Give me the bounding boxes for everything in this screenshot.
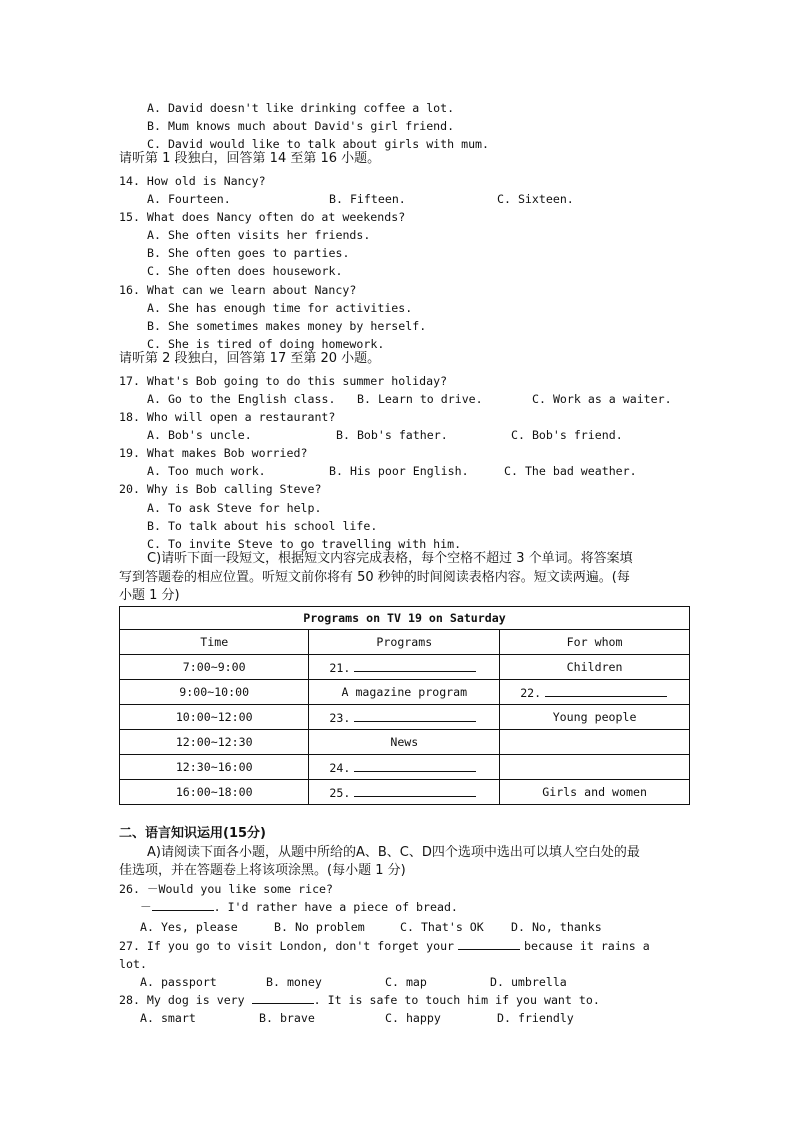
option-a: A. smart: [140, 1011, 196, 1025]
table-row: [120, 730, 690, 755]
option-c: C. Bob's friend.: [511, 428, 623, 442]
option-c: C. Work as a waiter.: [532, 392, 672, 406]
option-a: A. Yes, please: [140, 920, 238, 934]
section-heading: 二、语言知识运用(15分): [119, 826, 266, 841]
table-header: Programs: [309, 630, 500, 655]
option-a: A. Go to the English class.: [147, 392, 336, 406]
option-a: A. To ask Steve for help.: [147, 501, 322, 515]
whom-cell: [500, 730, 690, 755]
option-b: B. No problem: [274, 920, 365, 934]
time-cell: 12:00~12:30: [120, 730, 309, 755]
table-row: [120, 755, 690, 780]
option-b: B. Learn to drive.: [357, 392, 483, 406]
option-a: A. Bob's uncle.: [147, 428, 252, 442]
table-title: Programs on TV 19 on Saturday: [120, 607, 690, 630]
answer-blank[interactable]: [354, 710, 476, 722]
table-row: [120, 780, 690, 805]
option-b: B. brave: [259, 1011, 315, 1025]
answer-blank[interactable]: [458, 938, 520, 950]
option-c: C. The bad weather.: [504, 464, 637, 478]
time-cell: 12:30~16:00: [120, 755, 309, 780]
option-c: C. map: [385, 975, 427, 989]
option-b: B. money: [266, 975, 322, 989]
whom-cell: Children: [500, 655, 690, 680]
section-instruction: 请听第 2 段独白，回答第 17 至第 20 小题。: [119, 351, 381, 366]
question-stem: 15. What does Nancy often do at weekends?: [119, 210, 406, 224]
answer-blank[interactable]: [354, 660, 476, 672]
option-d: D. No, thanks: [511, 920, 602, 934]
option-c: C. She often does housework.: [147, 264, 343, 278]
option-c: C. She is tired of doing homework.: [147, 337, 385, 351]
whom-cell[interactable]: 22.: [500, 680, 690, 705]
question-stem: 27. If you go to visit London, don't forget your because it rains a: [119, 939, 650, 953]
option-a: A. She has enough time for activities.: [147, 301, 413, 315]
option-b: B. His poor English.: [329, 464, 469, 478]
question-stem: 18. Who will open a restaurant?: [119, 410, 336, 424]
question-reply: － . I'd rather have a piece of bread.: [140, 900, 458, 914]
option-a: A. passport: [140, 975, 217, 989]
program-cell[interactable]: 21.: [309, 655, 500, 680]
whom-cell: [500, 755, 690, 780]
program-cell[interactable]: 25.: [309, 780, 500, 805]
table-header: Time: [120, 630, 309, 655]
table-row: [120, 705, 690, 730]
option-b: B. Bob's father.: [336, 428, 448, 442]
whom-cell: Girls and women: [500, 780, 690, 805]
option-c: C. Sixteen.: [497, 192, 574, 206]
section-instruction: 请听第 1 段独白，回答第 14 至第 16 小题。: [119, 151, 381, 166]
part-2-instruction: A)请阅读下面各小题，从题中所给的A、B、C、D四个选项中选出可以填人空白处的最: [147, 845, 640, 860]
option-b: B. She often goes to parties.: [147, 246, 350, 260]
question-stem: 17. What's Bob going to do this summer holiday?: [119, 374, 448, 388]
time-cell: 10:00~12:00: [120, 705, 309, 730]
program-cell[interactable]: 23.: [309, 705, 500, 730]
time-cell: 9:00~10:00: [120, 680, 309, 705]
option-b: B. To talk about his school life.: [147, 519, 378, 533]
answer-blank[interactable]: [152, 899, 214, 911]
option-a: A. She often visits her friends.: [147, 228, 371, 242]
part-c-instruction: 小题 1 分): [119, 588, 180, 603]
answer-blank[interactable]: [354, 785, 476, 797]
answer-blank[interactable]: [252, 992, 314, 1004]
option-a: A. Too much work.: [147, 464, 266, 478]
option-d: D. umbrella: [490, 975, 567, 989]
option-b: B. She sometimes makes money by herself.: [147, 319, 427, 333]
option-c: C. To invite Steve to go travelling with him.: [147, 537, 462, 551]
table-row: [120, 655, 690, 680]
table-header: For whom: [500, 630, 690, 655]
option-c: C. happy: [385, 1011, 441, 1025]
answer-blank[interactable]: [545, 685, 667, 697]
option-line: C. David would like to talk about girls with mum.: [147, 137, 490, 151]
program-cell: News: [309, 730, 500, 755]
part-2-instruction: 佳选项，并在答题卷上将该项涂黑。(每小题 1 分): [119, 863, 406, 878]
question-stem: 28. My dog is very . It is safe to touch him if you want to.: [119, 993, 600, 1007]
question-stem-cont: lot.: [119, 957, 147, 971]
option-d: D. friendly: [497, 1011, 574, 1025]
question-stem: 14. How old is Nancy?: [119, 174, 266, 188]
question-stem: 26. －Would you like some rice?: [119, 882, 334, 896]
question-stem: 20. Why is Bob calling Steve?: [119, 482, 322, 496]
program-cell: A magazine program: [309, 680, 500, 705]
option-b: B. Fifteen.: [329, 192, 406, 206]
option-line: B. Mum knows much about David's girl friend.: [147, 119, 455, 133]
option-a: A. Fourteen.: [147, 192, 231, 206]
option-c: C. That's OK: [400, 920, 484, 934]
time-cell: 7:00~9:00: [120, 655, 309, 680]
option-line: A. David doesn't like drinking coffee a lot.: [147, 101, 455, 115]
part-c-instruction: 写到答题卷的相应位置。听短文前你将有 50 秒钟的时间阅读表格内容。短文读两遍。(每: [119, 570, 630, 585]
program-cell[interactable]: 24.: [309, 755, 500, 780]
table-row: [120, 680, 690, 705]
answer-blank[interactable]: [354, 760, 476, 772]
tv-program-table: [119, 606, 690, 805]
question-stem: 19. What makes Bob worried?: [119, 446, 308, 460]
question-stem: 16. What can we learn about Nancy?: [119, 283, 357, 297]
whom-cell: Young people: [500, 705, 690, 730]
part-c-instruction: C)请听下面一段短文，根据短文内容完成表格，每个空格不超过 3 个单词。将答案填: [147, 551, 633, 566]
time-cell: 16:00~18:00: [120, 780, 309, 805]
